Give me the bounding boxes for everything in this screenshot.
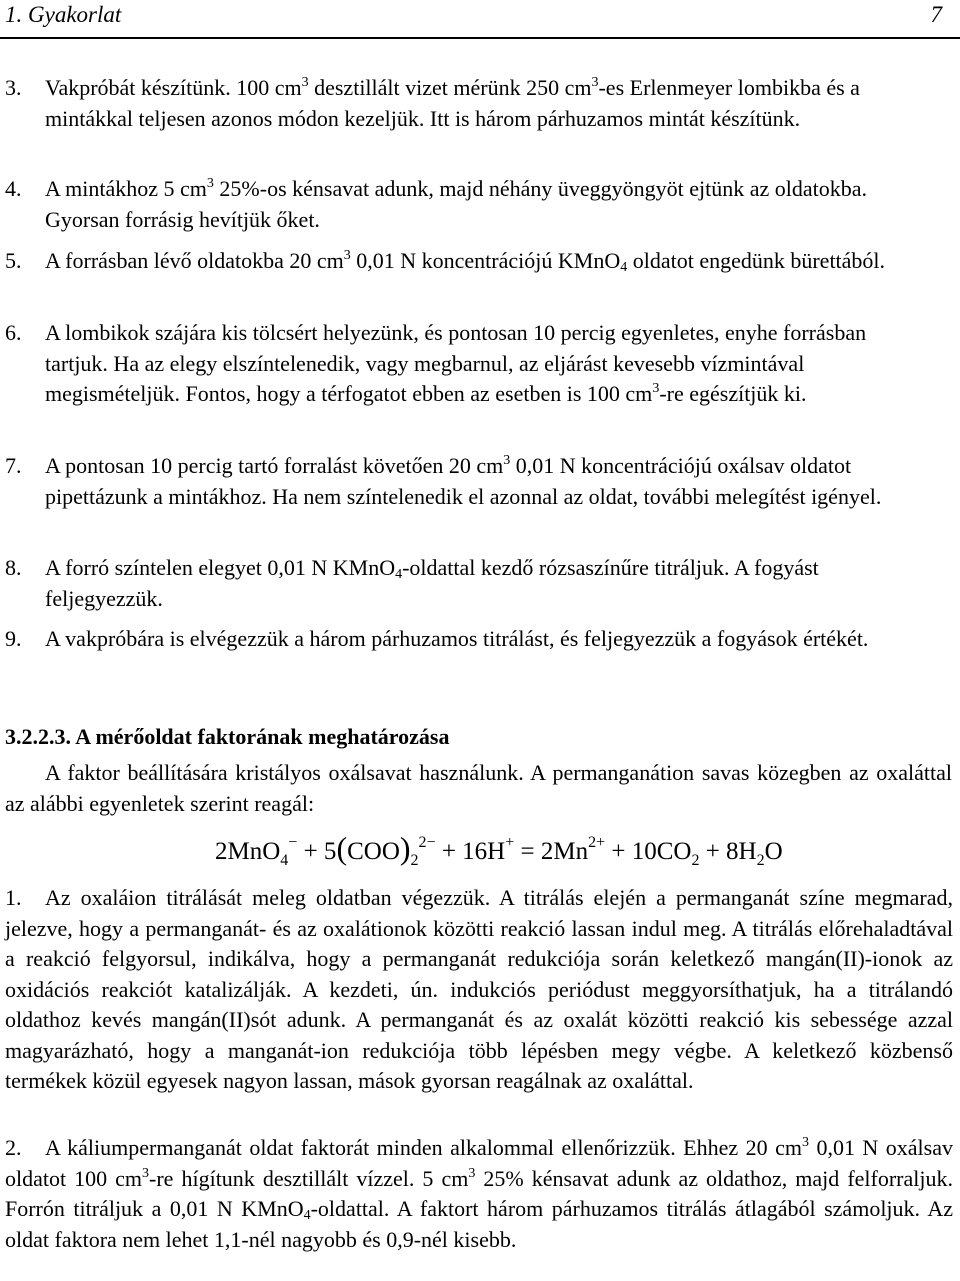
note-1 (5, 883, 953, 1097)
procedure-step-9 (5, 624, 920, 655)
note-text: Az oxaláion titrálását meleg oldatban végezzük. A titrálás elején a permanganát színe megmarad, jelezve, hogy a permanganát- és az oxalátionok közötti reakció lassan indul meg. A titrálás előrehaladtával a reakció felgyorsul, indikálva, hogy a permanganát redukciója során keletkező mangán(II)-ionok az oxidációs reakciót katalizálják. A kezdeti, ún. indukciós periódust meggyorsíthatjuk, ha a titrálandó oldathoz kevés mangán(II)sót adunk. A permanganát és az oxalát közötti reakció kis sebessége azzal magyarázható, hogy a manganát-ion redukciója több lépésben megy végbe. A keletkező közbenső termékek közül egyesek nagyon lassan, mások gyorsan reagálnak az oxaláttal. (5, 885, 953, 1093)
note-number: 2. (5, 1135, 22, 1160)
procedure-step-8 (5, 553, 920, 614)
note-text: A káliumpermanganát oldat faktorát minden alkalommal ellenőrizzük. Ehhez 20 $cm^3$ 0,01 N oxálsav oldatot 100 $cm^3-re$ hígítunk desztillált vízzel. 5 $cm^3$ 25% kénsavat adunk az oldathoz, majd felforraljuk. Forrón titráljuk a 0,01 N KMnO$_4$-oldattal. A faktort három párhuzamos titrálás átlagából számoljuk. Az oldat faktora nem lehet 1,1-nél nagyobb és 0,9-nél kisebb. (5, 1135, 953, 1252)
procedure-step-5 (5, 246, 920, 277)
chapter-title: 1. Gyakorlat (5, 2, 122, 27)
step-text: A forró színtelen elegyet 0,01 N KMnO$_4$-oldattal kezdő rózsaszínűre titráljuk. A fogyást feljegyezzük. (45, 555, 819, 611)
page-number: 7 (930, 2, 942, 27)
note-2 (5, 1133, 953, 1255)
step-text: A vakpróbára is elvégezzük a három párhuzamos titrálást, és feljegyezzük a fogyások értékét. (45, 626, 869, 651)
step-number: 4. (5, 176, 22, 201)
procedure-step-6 (5, 318, 920, 410)
step-text: A mintákhoz 5 $cm^3$ 25%-os kénsavat adunk, majd néhány üveggyöngyöt ejtünk az oldatokba. Gyorsan forrásig hevítjük őket. (45, 176, 868, 232)
step-number: 5. (5, 248, 22, 273)
procedure-step-3 (5, 73, 920, 134)
page-header (0, 0, 960, 40)
procedure-step-7 (5, 451, 920, 512)
section-intro: A faktor beállítására kristályos oxálsavat használunk. A permanganátion savas közegben az oxaláttal az alábbi egyenletek szerint reagál: (5, 760, 952, 816)
note-number: 1. (5, 885, 22, 910)
step-text: Vakpróbát készítünk. 100 $cm^3$ desztillált vizet mérünk 250 $cm^3-es$ Erlenmeyer lombikba és a mintákkal teljesen azonos módon kezeljük. Itt is három párhuzamos mintát készítünk. (45, 75, 860, 131)
step-text: A pontosan 10 percig tartó forralást követően 20 $cm^3$ 0,01 N koncentrációjú oxálsav oldatot pipettázunk a mintákhoz. Ha nem színtelenedik el azonnal az oldat, további melegítést igényel. (45, 453, 882, 509)
step-number: 6. (5, 320, 22, 345)
step-number: 9. (5, 626, 22, 651)
step-number: 8. (5, 555, 22, 580)
step-number: 3. (5, 75, 22, 100)
reaction-equation: $2MnO_4^- + 5(COO)_2^{2-} + 16H^+ = 2Mn^{2+} + 10CO_2 + 8H_2O$ (215, 830, 783, 869)
header-rule (0, 37, 960, 39)
step-text: A lombikok szájára kis tölcsért helyezünk, és pontosan 10 percig egyenletes, enyhe forrásban tartjuk. Ha az elegy elszíntelenedik, vagy megbarnul, az eljárást kevesebb vízmintával megismételjük. Fontos, hogy a térfogatot ebben az esetben is 100 $cm^3-re$ egészítjük ki. (45, 320, 867, 406)
step-text: A forrásban lévő oldatokba 20 $cm^3$ 0,01 N koncentrációjú KMnO$_4$ oldatot engedünk bürettából. (45, 248, 886, 275)
procedure-step-4 (5, 174, 920, 235)
step-number: 7. (5, 453, 22, 478)
section-heading: 3.2.2.3. A mérőoldat faktorának meghatározása (5, 724, 450, 749)
